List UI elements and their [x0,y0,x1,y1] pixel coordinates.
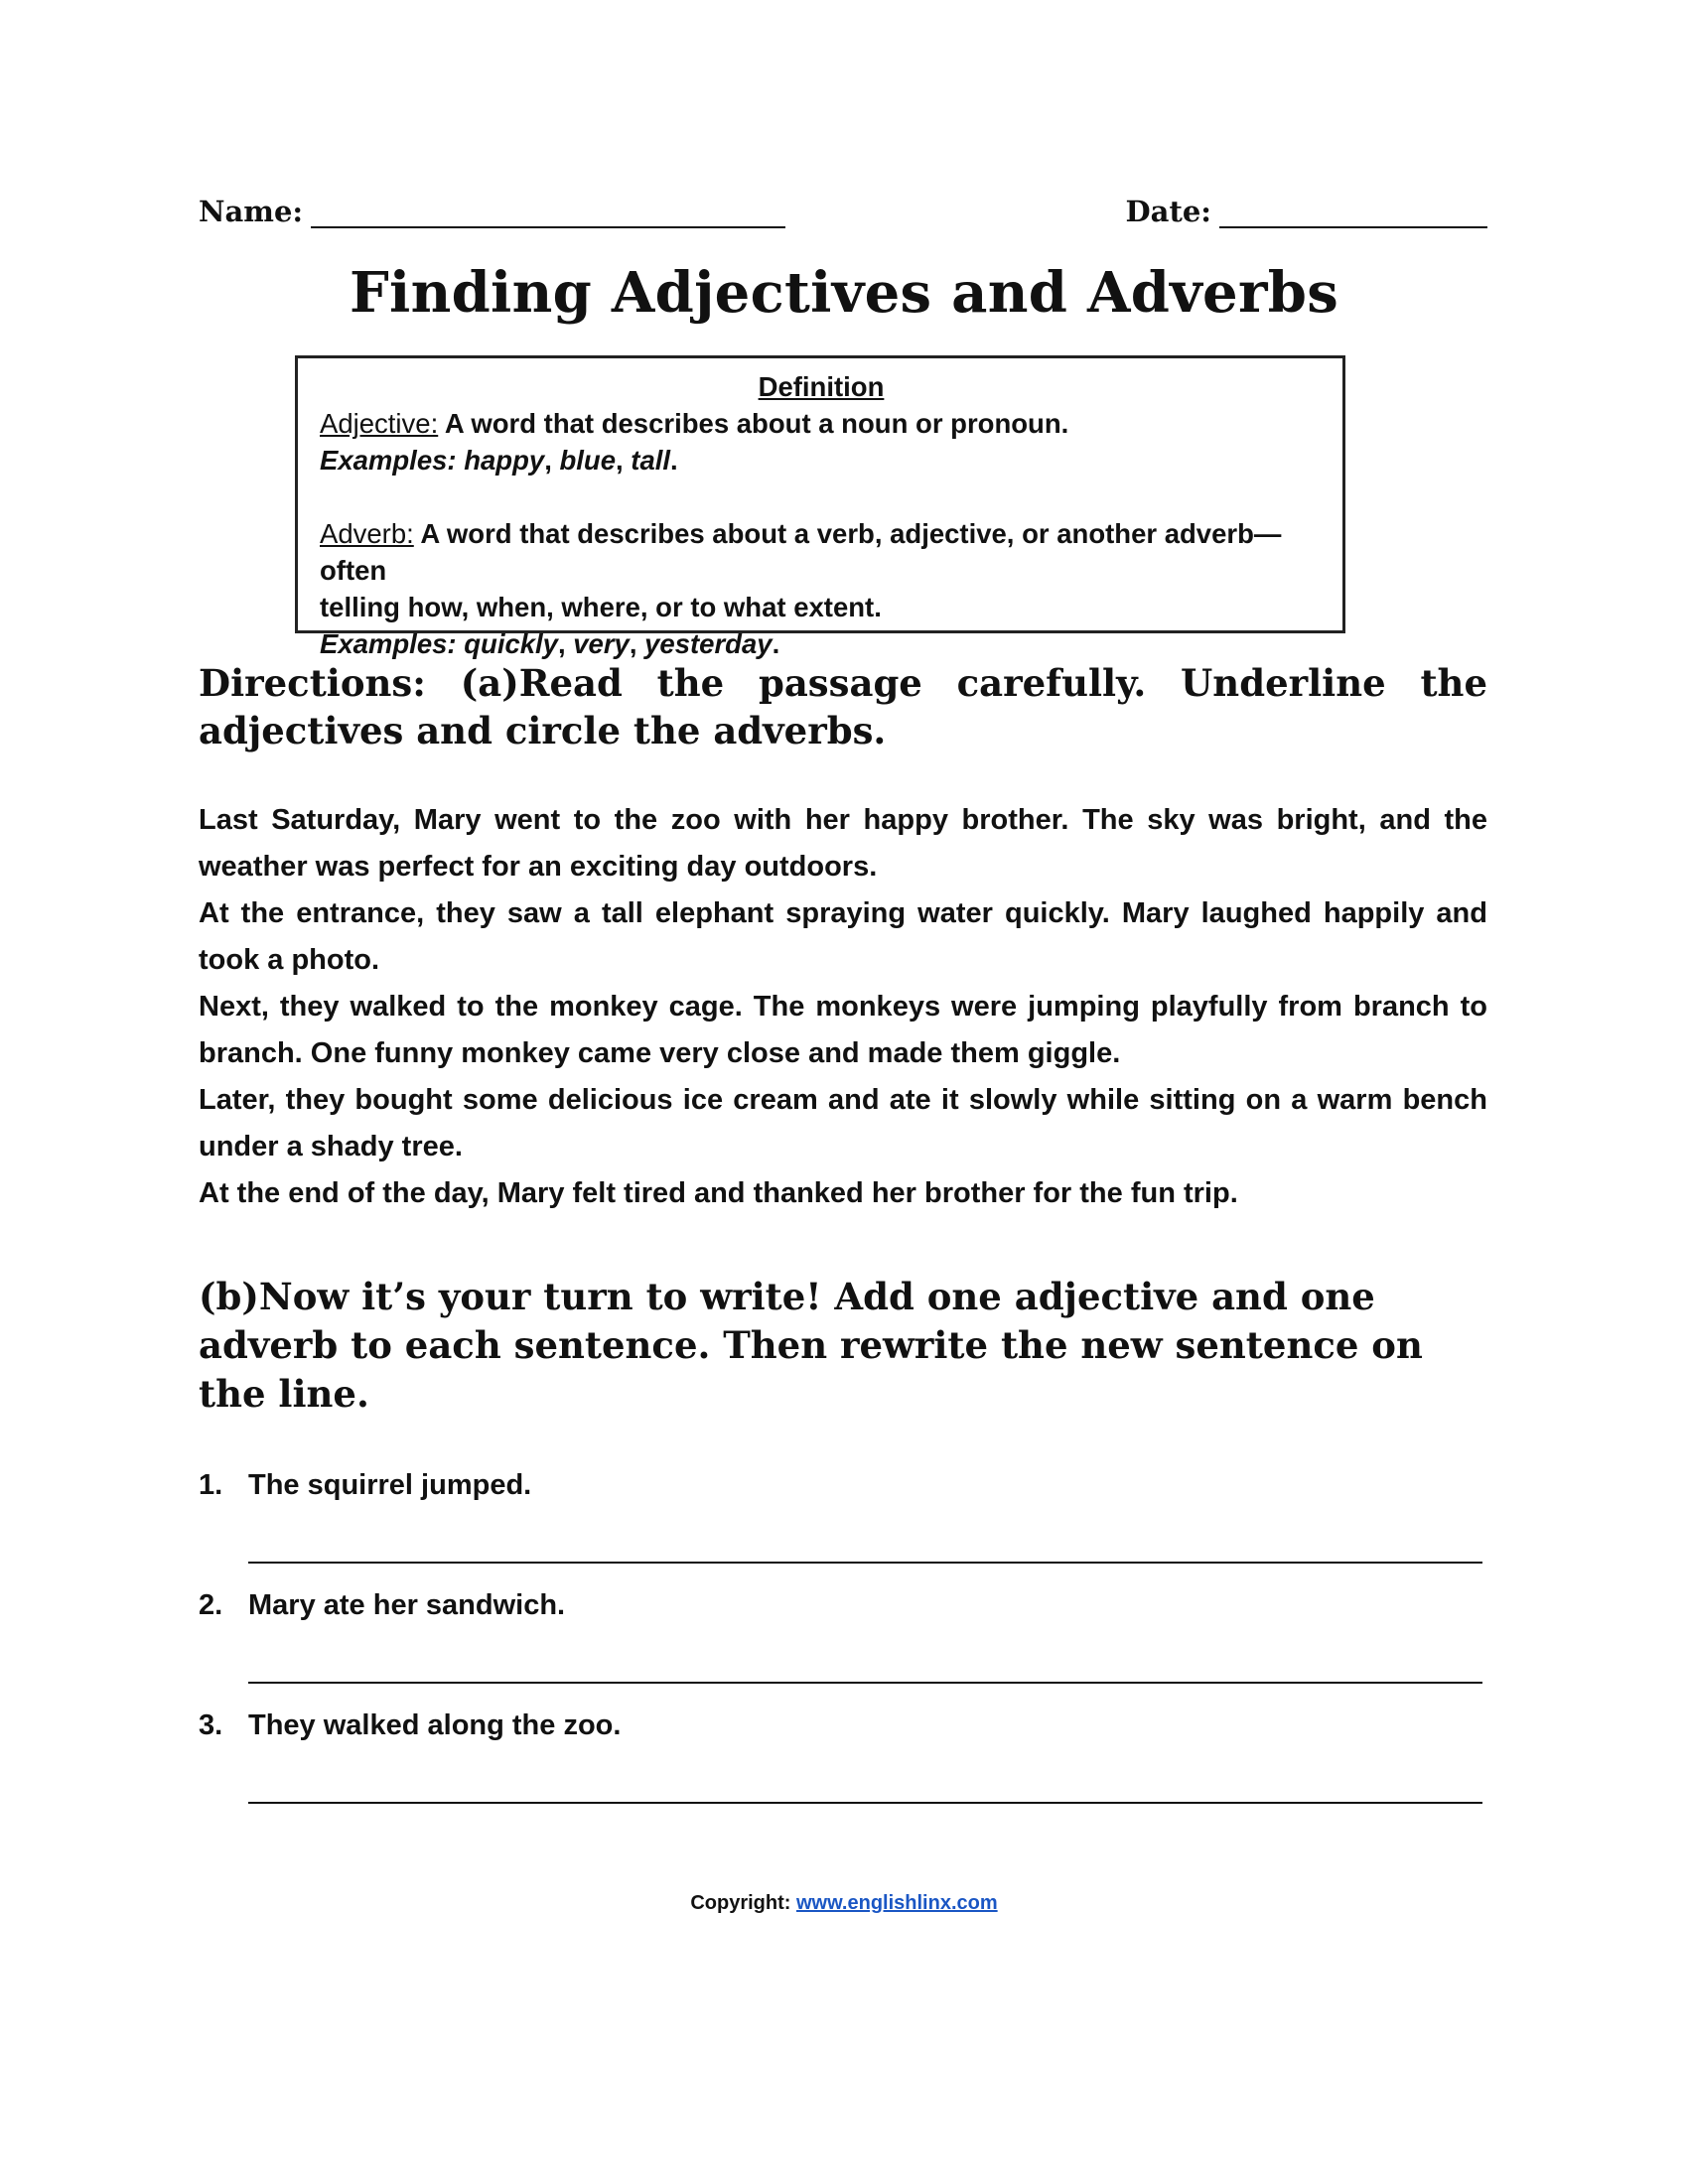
adjective-definition [320,405,1323,442]
question-text: Mary ate her sandwich. [248,1589,566,1621]
question-number: 2. [199,1589,223,1621]
question-number: 3. [199,1709,223,1741]
adverb-term: Adverb: [320,518,414,549]
adjective-examples-label: Examples: [320,445,465,476]
passage-paragraph: Last Saturday, Mary went to the zoo with her happy brother. The sky was bright, and the weather was perfect for an exciting day outdoors. [199,804,1487,883]
adverb-examples: Examples: quickly, very, yesterday. [320,628,780,659]
date-blank[interactable] [1219,197,1487,228]
passage-paragraph: Later, they bought some delicious ice cream and ate it slowly while sitting on a warm bench under a shady tree. [199,1084,1487,1162]
passage-paragraph: At the end of the day, Mary felt tired and thanked her brother for the fun trip. [199,1177,1238,1209]
adverb-text-line1: A word that describes about a verb, adjective, or another adverb—often [320,518,1282,586]
definition-heading: Definition [758,371,885,402]
copyright-label: Copyright: [690,1892,796,1914]
copyright-footer [0,1892,1688,1915]
adverb-example: quickly [464,628,558,659]
reading-passage [199,797,1487,1217]
adverb-text-line2: telling how, when, where, or to what extent. [320,592,882,622]
worksheet-title: Finding Adjectives and Adverbs [349,260,1339,326]
question-number: 1. [199,1469,223,1501]
name-blank[interactable] [311,197,785,228]
answer-line[interactable] [248,1562,1482,1564]
definition-box [295,355,1345,659]
adverb-example: yesterday [644,628,773,659]
name-field [199,195,785,228]
adjective-example: tall [631,445,671,476]
adjective-examples: Examples: happy, blue, tall. [320,445,678,476]
date-label: Date: [1125,195,1211,228]
adjective-text: A word that describes about a noun or pronoun. [438,408,1069,439]
answer-line[interactable] [248,1682,1482,1684]
adjective-example: happy [464,445,545,476]
adverb-examples-label: Examples: [320,628,465,659]
adjective-term: Adjective: [320,408,439,439]
answer-line[interactable] [248,1802,1482,1804]
adjective-example: blue [559,445,617,476]
question-text: They walked along the zoo. [248,1709,622,1741]
website-link[interactable]: www.englishlinx.com [796,1892,998,1914]
passage-paragraph: Next, they walked to the monkey cage. The monkeys were jumping playfully from branch to branch. One funny monkey came very close and made them giggle. [199,991,1487,1069]
adverb-example: very [573,628,630,659]
part-b-instructions: (b)Now it’s your turn to write! Add one adjective and one adverb to each sentence. Then rewrite the new sentence on the line. [199,1275,1423,1416]
date-field [1126,195,1488,228]
adverb-definition [320,515,1323,589]
passage-paragraph: At the entrance, they saw a tall elephant spraying water quickly. Mary laughed happily and took a photo. [199,897,1487,976]
question-text: The squirrel jumped. [248,1469,532,1501]
directions-text: Directions: (a)Read the passage carefully. Underline the adjectives and circle the adverbs. [199,661,1487,752]
header-row [199,195,1487,242]
name-label: Name: [199,195,304,228]
